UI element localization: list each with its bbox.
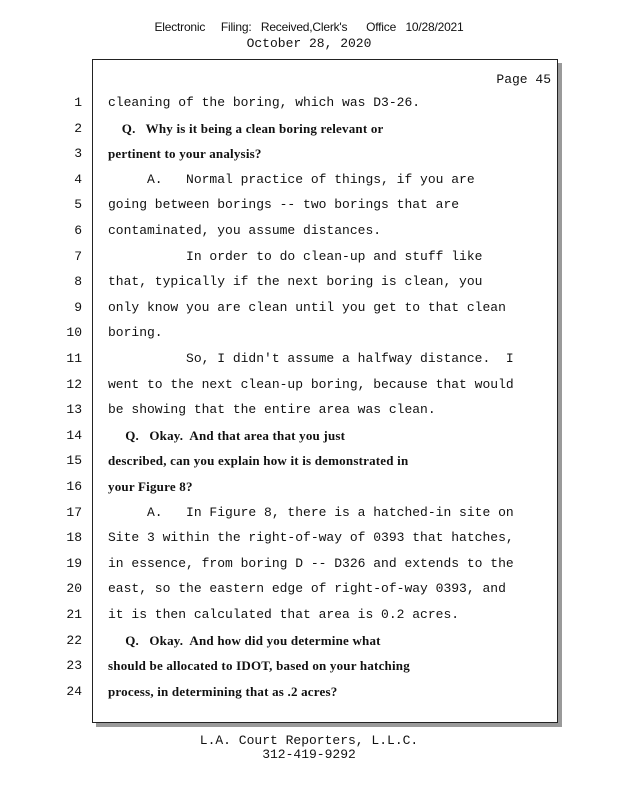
line-number: 3 bbox=[74, 146, 82, 161]
question-line: process, in determining that as .2 acres? bbox=[108, 684, 338, 699]
line-number: 23 bbox=[66, 658, 82, 673]
line-number: 22 bbox=[66, 633, 82, 648]
line-number: 8 bbox=[74, 274, 82, 289]
line-number: 21 bbox=[66, 607, 82, 622]
line-number: 19 bbox=[66, 556, 82, 571]
line-number: 5 bbox=[74, 197, 82, 212]
answer-line: In order to do clean-up and stuff like bbox=[108, 249, 483, 264]
court-reporter-phone: 312-419-9292 bbox=[262, 747, 356, 762]
line-number: 9 bbox=[74, 300, 82, 315]
question-line: Q. Okay. And that area that you just bbox=[108, 428, 346, 443]
answer-line: A. In Figure 8, there is a hatched-in site on bbox=[108, 505, 514, 520]
answer-line: only know you are clean until you get to that clean bbox=[108, 300, 506, 315]
question-line: described, can you explain how it is demonstrated in bbox=[108, 453, 409, 468]
answer-line: A. Normal practice of things, if you are bbox=[108, 172, 475, 187]
line-number: 4 bbox=[74, 172, 82, 187]
question-line: Q. Why is it being a clean boring relevant or bbox=[108, 121, 384, 136]
answer-line: cleaning of the boring, which was D3-26. bbox=[108, 95, 421, 110]
line-number: 12 bbox=[66, 377, 82, 392]
line-number: 6 bbox=[74, 223, 82, 238]
line-number: 1 bbox=[74, 95, 82, 110]
question-line: your Figure 8? bbox=[108, 479, 193, 494]
line-number: 17 bbox=[66, 505, 82, 520]
answer-line: east, so the eastern edge of right-of-way 0393, and bbox=[108, 581, 506, 596]
line-number: 10 bbox=[66, 325, 82, 340]
line-number: 18 bbox=[66, 530, 82, 545]
line-number: 14 bbox=[66, 428, 82, 443]
answer-line: Site 3 within the right-of-way of 0393 that hatches, bbox=[108, 530, 514, 545]
question-line: Q. Okay. And how did you determine what bbox=[108, 633, 381, 648]
line-number: 2 bbox=[74, 121, 82, 136]
transcript-date: October 28, 2020 bbox=[246, 36, 372, 51]
answer-line: be showing that the entire area was clean. bbox=[108, 402, 436, 417]
answer-line: that, typically if the next boring is clean, you bbox=[108, 274, 483, 289]
line-number: 15 bbox=[66, 453, 82, 468]
electronic-filing-stamp: Electronic Filing: Received,Clerk's Office 10/28/2021 bbox=[154, 20, 464, 34]
line-number: 20 bbox=[66, 581, 82, 596]
answer-line: going between borings -- two borings that are bbox=[108, 197, 460, 212]
answer-line: So, I didn't assume a halfway distance. I bbox=[108, 351, 514, 366]
line-number: 11 bbox=[66, 351, 82, 366]
answer-line: in essence, from boring D -- D326 and extends to the bbox=[108, 556, 514, 571]
question-line: should be allocated to IDOT, based on your hatching bbox=[108, 658, 410, 673]
question-line: pertinent to your analysis? bbox=[108, 146, 262, 161]
line-number: 24 bbox=[66, 684, 82, 699]
line-number: 7 bbox=[74, 249, 82, 264]
answer-line: it is then calculated that area is 0.2 acres. bbox=[108, 607, 460, 622]
answer-line: boring. bbox=[108, 325, 163, 340]
line-number: 13 bbox=[66, 402, 82, 417]
line-number: 16 bbox=[66, 479, 82, 494]
answer-line: went to the next clean-up boring, because that would bbox=[108, 377, 514, 392]
court-reporter-company: L.A. Court Reporters, L.L.C. bbox=[199, 733, 419, 748]
answer-line: contaminated, you assume distances. bbox=[108, 223, 382, 238]
page-number: Page 45 bbox=[496, 72, 551, 87]
